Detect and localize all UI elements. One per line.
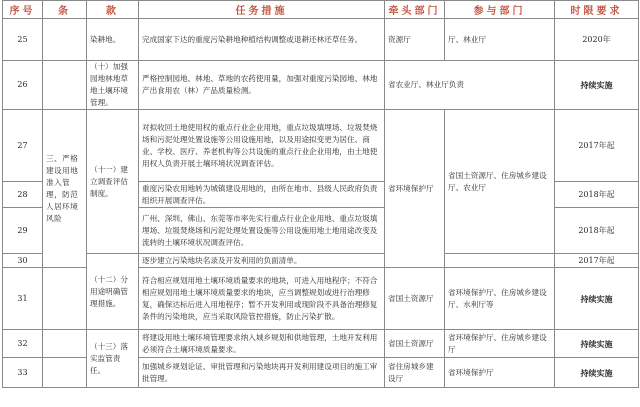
partner-cell: 省环境保护厅、住房城乡建设厅 [445, 330, 555, 358]
partner-cell: 厅、林业厅 [445, 19, 555, 61]
task-cell: 严格控制园地、林地、草地的农药使用量，加强对重度污染园地、林地产出食用农（林）产品质量检测。 [139, 61, 385, 110]
partner-cell: 省环境保护厅 [445, 358, 555, 388]
header-seq: 序号 [3, 1, 43, 19]
row-seq: 25 [3, 19, 43, 61]
task-cell: 将建设用地土壤环境管理要求纳入城乡规划和供地管理，土地开发利用必须符合土壤环境质量要求。 [139, 330, 385, 358]
item-cell: （十三）落实监管责任。 [87, 330, 139, 388]
category-cell [43, 19, 87, 61]
deadline-cell: 2018年起 [555, 182, 639, 208]
category-cell [43, 330, 87, 358]
deadline-cell: 持续实施 [555, 358, 639, 388]
deadline-cell: 2017年起 [555, 110, 639, 182]
category-cell [43, 268, 87, 330]
deadline-cell: 持续实施 [555, 268, 639, 330]
header-deadline: 时限要求 [555, 1, 639, 19]
task-cell: 重度污染农用地转为城镇建设用地的，由所在地市、县级人民政府负责组织开展调查评估。 [139, 182, 385, 208]
item-cell: （十二）分用途明确管理措施。 [87, 254, 139, 330]
header-lead: 牵头部门 [385, 1, 445, 19]
category-cell [43, 358, 87, 388]
lead-cell: 省农业厅、林业厅负责 [385, 61, 555, 110]
task-cell: 逐步建立污染地块名录及开发利用的负面清单。 [139, 254, 385, 268]
row-seq: 26 [3, 61, 43, 110]
task-cell: 符合相应规划用地土壤环境质量要求的地块，可进入用地程序；不符合相应规划用地土壤环境质量要求的地块，应当调整规划或进行治理修复，确保达标后进入用地程序；暂不开发利用或现阶段不具备治理修复条件的污染地块，应当采取风险管控措施，防止污染扩散。 [139, 268, 385, 330]
row-seq: 30 [3, 254, 43, 268]
deadline-cell: 2020年 [555, 19, 639, 61]
partner-cell: 省国土资源厅、住房城乡建设厅、农业厅 [445, 110, 555, 254]
category-cell [43, 61, 87, 110]
header-category: 条 [43, 1, 87, 19]
lead-cell: 省国土资源厅 [385, 330, 445, 358]
item-cell: 染耕地。 [87, 19, 139, 61]
lead-cell: 省国土资源厅 [385, 268, 445, 330]
row-seq: 28 [3, 182, 43, 208]
lead-cell: 资源厅 [385, 19, 445, 61]
deadline-cell: 2017年起 [555, 254, 639, 268]
table-row [3, 254, 639, 268]
table-row [3, 19, 639, 61]
deadline-cell: 持续实施 [555, 330, 639, 358]
table-row [3, 110, 639, 182]
deadline-cell: 2018年起 [555, 208, 639, 254]
lead-cell: 省住房城乡建设厅 [385, 358, 445, 388]
row-seq: 29 [3, 208, 43, 254]
category-cell: 三、严格建设用地准入管理，防范人居环境风险 [43, 110, 87, 268]
task-cell: 加强城乡规划论证、审批管理和污染地块再开发利用建设项目的施工审批管理。 [139, 358, 385, 388]
partner-cell [445, 254, 555, 268]
header-task: 任务措施 [139, 1, 385, 19]
lead-cell: 省环境保护厅 [385, 110, 445, 268]
row-seq: 32 [3, 330, 43, 358]
task-cell: 完成国家下达的重度污染耕地种植结构调整或退耕还林还草任务。 [139, 19, 385, 61]
row-seq: 33 [3, 358, 43, 388]
task-cell: 广州、深圳、佛山、东莞等市率先实行重点行业企业用地、重点垃圾填埋场、垃圾焚烧场和污泥处理处置设施等公用设施用地土地用途改变及流转的土壤环境状况调查评估。 [139, 208, 385, 254]
item-cell: （十）加强园地林地草地土壤环境管理。 [87, 61, 139, 110]
header-partner: 参与部门 [445, 1, 555, 19]
deadline-cell: 持续实施 [555, 61, 639, 110]
task-table [2, 0, 639, 388]
header-row [3, 1, 639, 19]
row-seq: 31 [3, 268, 43, 330]
row-seq: 27 [3, 110, 43, 182]
item-cell: （十一）建立调查评估制度。 [87, 110, 139, 254]
partner-cell: 省环境保护厅、住房城乡建设厅、水利厅等 [445, 268, 555, 330]
table-row [3, 330, 639, 358]
table-row [3, 61, 639, 110]
header-item: 款 [87, 1, 139, 19]
task-cell: 对拟收回土地使用权的重点行业企业用地，重点垃圾填埋场、垃圾焚烧场和污泥处理处置设施等公用设施用地，以及用途拟变更为居住、商业、学校、医疗、养老机构等公共设施的重点行业企业用地，由土地使用权人负责开展土壤环境状况调查评估。 [139, 110, 385, 182]
